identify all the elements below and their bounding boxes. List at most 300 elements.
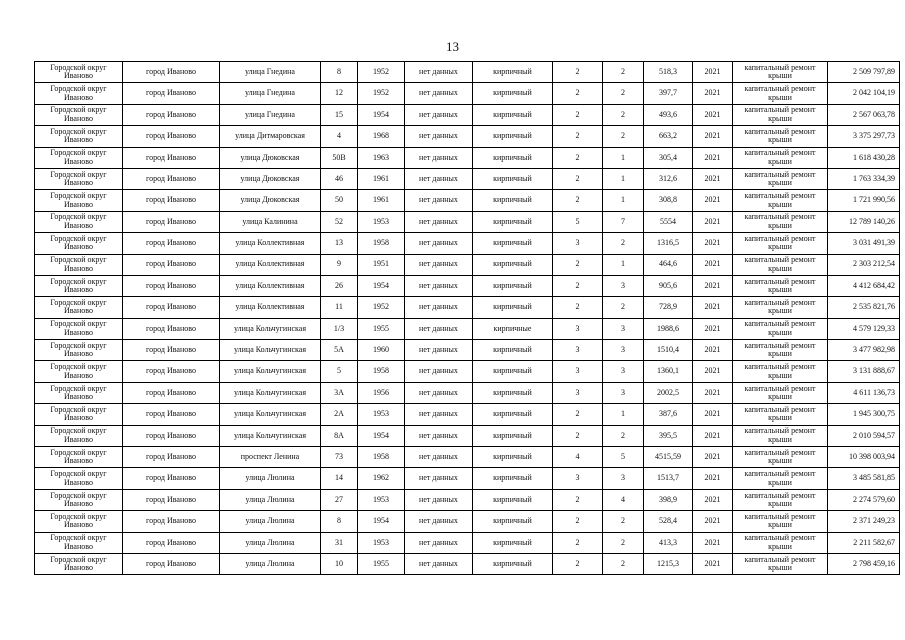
street-cell: улица Кольчугинская	[220, 340, 321, 361]
locality-cell: город Иваново	[123, 382, 220, 403]
area-cell: 387,6	[644, 404, 693, 425]
cost-cell: 1 763 334,39	[828, 168, 900, 189]
house-number-cell: 8А	[321, 425, 358, 446]
year-info-cell: нет данных	[405, 147, 473, 168]
table-row	[35, 147, 900, 168]
year-built-cell: 1960	[358, 340, 405, 361]
wall-material-cell: кирпичный	[473, 254, 553, 275]
municipality-cell: Городской округ Иваново	[35, 62, 123, 83]
year-info-cell: нет данных	[405, 275, 473, 296]
year-planned-cell: 2021	[693, 532, 733, 553]
table-row	[35, 425, 900, 446]
municipality-cell: Городской округ Иваново	[35, 126, 123, 147]
year-built-cell: 1958	[358, 447, 405, 468]
floors-cell: 3	[553, 233, 603, 254]
locality-cell: город Иваново	[123, 489, 220, 510]
area-cell: 1510,4	[644, 340, 693, 361]
cost-cell: 2 371 249,23	[828, 511, 900, 532]
street-cell: улица Коллективная	[220, 233, 321, 254]
table-row	[35, 104, 900, 125]
area-cell: 1215,3	[644, 553, 693, 574]
street-cell: улица Дюковская	[220, 147, 321, 168]
year-info-cell: нет данных	[405, 340, 473, 361]
house-number-cell: 8	[321, 511, 358, 532]
table-row	[35, 468, 900, 489]
municipality-cell: Городской округ Иваново	[35, 297, 123, 318]
entrances-cell: 2	[603, 83, 644, 104]
work-type-cell: капитальный ремонт крыши	[733, 511, 828, 532]
municipality-cell: Городской округ Иваново	[35, 511, 123, 532]
street-cell: улица Калинина	[220, 211, 321, 232]
year-info-cell: нет данных	[405, 447, 473, 468]
year-planned-cell: 2021	[693, 297, 733, 318]
year-built-cell: 1956	[358, 382, 405, 403]
year-info-cell: нет данных	[405, 233, 473, 254]
area-cell: 663,2	[644, 126, 693, 147]
municipality-cell: Городской округ Иваново	[35, 340, 123, 361]
floors-cell: 2	[553, 147, 603, 168]
wall-material-cell: кирпичный	[473, 62, 553, 83]
cost-cell: 2 211 582,67	[828, 532, 900, 553]
wall-material-cell: кирпичный	[473, 83, 553, 104]
municipality-cell: Городской округ Иваново	[35, 553, 123, 574]
work-type-cell: капитальный ремонт крыши	[733, 190, 828, 211]
table-row	[35, 532, 900, 553]
house-number-cell: 5А	[321, 340, 358, 361]
cost-cell: 3 031 491,39	[828, 233, 900, 254]
work-type-cell: капитальный ремонт крыши	[733, 233, 828, 254]
table-row	[35, 382, 900, 403]
year-built-cell: 1952	[358, 62, 405, 83]
municipality-cell: Городской округ Иваново	[35, 254, 123, 275]
year-info-cell: нет данных	[405, 404, 473, 425]
entrances-cell: 3	[603, 318, 644, 339]
entrances-cell: 5	[603, 447, 644, 468]
area-cell: 1316,5	[644, 233, 693, 254]
year-info-cell: нет данных	[405, 553, 473, 574]
work-type-cell: капитальный ремонт крыши	[733, 532, 828, 553]
wall-material-cell: кирпичный	[473, 511, 553, 532]
house-number-cell: 50В	[321, 147, 358, 168]
table-row	[35, 511, 900, 532]
table-row	[35, 168, 900, 189]
table-row	[35, 489, 900, 510]
year-info-cell: нет данных	[405, 211, 473, 232]
street-cell: улица Кольчугинская	[220, 361, 321, 382]
year-info-cell: нет данных	[405, 425, 473, 446]
work-type-cell: капитальный ремонт крыши	[733, 126, 828, 147]
year-info-cell: нет данных	[405, 489, 473, 510]
locality-cell: город Иваново	[123, 83, 220, 104]
floors-cell: 2	[553, 168, 603, 189]
street-cell: улица Кольчугинская	[220, 382, 321, 403]
street-cell: улица Дитмаровская	[220, 126, 321, 147]
floors-cell: 5	[553, 211, 603, 232]
floors-cell: 2	[553, 297, 603, 318]
entrances-cell: 7	[603, 211, 644, 232]
municipality-cell: Городской округ Иваново	[35, 447, 123, 468]
floors-cell: 2	[553, 489, 603, 510]
table-row	[35, 318, 900, 339]
year-built-cell: 1961	[358, 190, 405, 211]
year-built-cell: 1954	[358, 425, 405, 446]
year-info-cell: нет данных	[405, 254, 473, 275]
locality-cell: город Иваново	[123, 425, 220, 446]
cost-cell: 12 789 140,26	[828, 211, 900, 232]
work-type-cell: капитальный ремонт крыши	[733, 404, 828, 425]
work-type-cell: капитальный ремонт крыши	[733, 297, 828, 318]
area-cell: 1988,6	[644, 318, 693, 339]
locality-cell: город Иваново	[123, 104, 220, 125]
house-number-cell: 52	[321, 211, 358, 232]
table-row	[35, 233, 900, 254]
cost-cell: 1 618 430,28	[828, 147, 900, 168]
year-planned-cell: 2021	[693, 340, 733, 361]
work-type-cell: капитальный ремонт крыши	[733, 104, 828, 125]
work-type-cell: капитальный ремонт крыши	[733, 553, 828, 574]
entrances-cell: 3	[603, 340, 644, 361]
work-type-cell: капитальный ремонт крыши	[733, 168, 828, 189]
locality-cell: город Иваново	[123, 553, 220, 574]
year-planned-cell: 2021	[693, 382, 733, 403]
year-built-cell: 1963	[358, 147, 405, 168]
area-cell: 728,9	[644, 297, 693, 318]
entrances-cell: 4	[603, 489, 644, 510]
cost-cell: 1 945 300,75	[828, 404, 900, 425]
year-planned-cell: 2021	[693, 211, 733, 232]
locality-cell: город Иваново	[123, 254, 220, 275]
locality-cell: город Иваново	[123, 211, 220, 232]
table-row	[35, 447, 900, 468]
table-row	[35, 211, 900, 232]
cost-cell: 2 303 212,54	[828, 254, 900, 275]
house-number-cell: 12	[321, 83, 358, 104]
year-planned-cell: 2021	[693, 233, 733, 254]
floors-cell: 2	[553, 126, 603, 147]
locality-cell: город Иваново	[123, 532, 220, 553]
table-row	[35, 553, 900, 574]
cost-cell: 3 375 297,73	[828, 126, 900, 147]
year-built-cell: 1953	[358, 404, 405, 425]
year-planned-cell: 2021	[693, 361, 733, 382]
house-number-cell: 31	[321, 532, 358, 553]
table-row	[35, 340, 900, 361]
house-number-cell: 13	[321, 233, 358, 254]
year-planned-cell: 2021	[693, 168, 733, 189]
year-built-cell: 1958	[358, 233, 405, 254]
area-cell: 2002,5	[644, 382, 693, 403]
area-cell: 5554	[644, 211, 693, 232]
cost-cell: 3 485 581,85	[828, 468, 900, 489]
wall-material-cell: кирпичный	[473, 532, 553, 553]
year-info-cell: нет данных	[405, 468, 473, 489]
cost-cell: 4 412 684,42	[828, 275, 900, 296]
house-number-cell: 4	[321, 126, 358, 147]
cost-cell: 1 721 990,56	[828, 190, 900, 211]
year-info-cell: нет данных	[405, 318, 473, 339]
work-type-cell: капитальный ремонт крыши	[733, 83, 828, 104]
floors-cell: 2	[553, 404, 603, 425]
locality-cell: город Иваново	[123, 126, 220, 147]
floors-cell: 2	[553, 275, 603, 296]
work-type-cell: капитальный ремонт крыши	[733, 447, 828, 468]
locality-cell: город Иваново	[123, 318, 220, 339]
area-cell: 395,5	[644, 425, 693, 446]
municipality-cell: Городской округ Иваново	[35, 425, 123, 446]
house-number-cell: 15	[321, 104, 358, 125]
municipality-cell: Городской округ Иваново	[35, 275, 123, 296]
year-info-cell: нет данных	[405, 83, 473, 104]
cost-cell: 4 579 129,33	[828, 318, 900, 339]
wall-material-cell: кирпичный	[473, 297, 553, 318]
floors-cell: 3	[553, 340, 603, 361]
year-planned-cell: 2021	[693, 83, 733, 104]
year-planned-cell: 2021	[693, 511, 733, 532]
wall-material-cell: кирпичный	[473, 447, 553, 468]
area-cell: 398,9	[644, 489, 693, 510]
year-planned-cell: 2021	[693, 126, 733, 147]
floors-cell: 3	[553, 382, 603, 403]
wall-material-cell: кирпичный	[473, 233, 553, 254]
year-planned-cell: 2021	[693, 404, 733, 425]
wall-material-cell: кирпичные	[473, 318, 553, 339]
locality-cell: город Иваново	[123, 275, 220, 296]
street-cell: улица Кольчугинская	[220, 404, 321, 425]
house-number-cell: 10	[321, 553, 358, 574]
year-planned-cell: 2021	[693, 468, 733, 489]
year-info-cell: нет данных	[405, 168, 473, 189]
street-cell: улица Люлина	[220, 532, 321, 553]
municipality-cell: Городской округ Иваново	[35, 211, 123, 232]
cost-cell: 2 274 579,60	[828, 489, 900, 510]
wall-material-cell: кирпичный	[473, 126, 553, 147]
municipality-cell: Городской округ Иваново	[35, 147, 123, 168]
cost-cell: 3 131 888,67	[828, 361, 900, 382]
wall-material-cell: кирпичный	[473, 553, 553, 574]
municipality-cell: Городской округ Иваново	[35, 190, 123, 211]
floors-cell: 2	[553, 511, 603, 532]
area-cell: 905,6	[644, 275, 693, 296]
locality-cell: город Иваново	[123, 340, 220, 361]
wall-material-cell: кирпичный	[473, 147, 553, 168]
work-type-cell: капитальный ремонт крыши	[733, 468, 828, 489]
municipality-cell: Городской округ Иваново	[35, 532, 123, 553]
wall-material-cell: кирпичный	[473, 468, 553, 489]
table-row	[35, 297, 900, 318]
house-number-cell: 46	[321, 168, 358, 189]
entrances-cell: 3	[603, 275, 644, 296]
area-cell: 518,3	[644, 62, 693, 83]
house-number-cell: 2А	[321, 404, 358, 425]
house-number-cell: 11	[321, 297, 358, 318]
area-cell: 312,6	[644, 168, 693, 189]
locality-cell: город Иваново	[123, 147, 220, 168]
municipality-cell: Городской округ Иваново	[35, 318, 123, 339]
municipality-cell: Городской округ Иваново	[35, 233, 123, 254]
year-planned-cell: 2021	[693, 489, 733, 510]
year-built-cell: 1952	[358, 297, 405, 318]
year-built-cell: 1953	[358, 532, 405, 553]
entrances-cell: 2	[603, 233, 644, 254]
table-row	[35, 126, 900, 147]
locality-cell: город Иваново	[123, 168, 220, 189]
year-built-cell: 1954	[358, 275, 405, 296]
table-body	[35, 62, 900, 575]
entrances-cell: 2	[603, 425, 644, 446]
entrances-cell: 2	[603, 62, 644, 83]
table-row	[35, 254, 900, 275]
municipality-cell: Городской округ Иваново	[35, 382, 123, 403]
work-type-cell: капитальный ремонт крыши	[733, 425, 828, 446]
cost-cell: 2 010 594,57	[828, 425, 900, 446]
year-built-cell: 1954	[358, 104, 405, 125]
work-type-cell: капитальный ремонт крыши	[733, 62, 828, 83]
table-row	[35, 404, 900, 425]
municipality-cell: Городской округ Иваново	[35, 361, 123, 382]
municipality-cell: Городской округ Иваново	[35, 83, 123, 104]
floors-cell: 2	[553, 190, 603, 211]
locality-cell: город Иваново	[123, 62, 220, 83]
year-built-cell: 1962	[358, 468, 405, 489]
work-type-cell: капитальный ремонт крыши	[733, 275, 828, 296]
street-cell: улица Кольчугинская	[220, 318, 321, 339]
street-cell: улица Люлина	[220, 511, 321, 532]
wall-material-cell: кирпичный	[473, 168, 553, 189]
year-planned-cell: 2021	[693, 447, 733, 468]
year-built-cell: 1955	[358, 553, 405, 574]
floors-cell: 2	[553, 425, 603, 446]
locality-cell: город Иваново	[123, 447, 220, 468]
locality-cell: город Иваново	[123, 511, 220, 532]
wall-material-cell: кирпичный	[473, 275, 553, 296]
year-info-cell: нет данных	[405, 62, 473, 83]
work-type-cell: капитальный ремонт крыши	[733, 382, 828, 403]
house-number-cell: 26	[321, 275, 358, 296]
wall-material-cell: кирпичный	[473, 211, 553, 232]
year-info-cell: нет данных	[405, 190, 473, 211]
area-cell: 4515,59	[644, 447, 693, 468]
year-built-cell: 1952	[358, 83, 405, 104]
year-built-cell: 1953	[358, 489, 405, 510]
work-type-cell: капитальный ремонт крыши	[733, 489, 828, 510]
wall-material-cell: кирпичный	[473, 190, 553, 211]
entrances-cell: 1	[603, 190, 644, 211]
municipality-cell: Городской округ Иваново	[35, 404, 123, 425]
floors-cell: 2	[553, 532, 603, 553]
year-planned-cell: 2021	[693, 254, 733, 275]
year-built-cell: 1968	[358, 126, 405, 147]
housing-repair-table	[34, 61, 900, 575]
year-info-cell: нет данных	[405, 532, 473, 553]
cost-cell: 2 535 821,76	[828, 297, 900, 318]
work-type-cell: капитальный ремонт крыши	[733, 361, 828, 382]
cost-cell: 3 477 982,98	[828, 340, 900, 361]
house-number-cell: 8	[321, 62, 358, 83]
locality-cell: город Иваново	[123, 404, 220, 425]
street-cell: улица Гнедина	[220, 83, 321, 104]
area-cell: 308,8	[644, 190, 693, 211]
year-planned-cell: 2021	[693, 104, 733, 125]
street-cell: улица Люлина	[220, 489, 321, 510]
cost-cell: 2 567 063,78	[828, 104, 900, 125]
entrances-cell: 1	[603, 147, 644, 168]
floors-cell: 3	[553, 361, 603, 382]
area-cell: 528,4	[644, 511, 693, 532]
wall-material-cell: кирпичный	[473, 489, 553, 510]
floors-cell: 2	[553, 62, 603, 83]
page-number: 13	[446, 39, 459, 54]
cost-cell: 4 611 136,73	[828, 382, 900, 403]
year-built-cell: 1951	[358, 254, 405, 275]
municipality-cell: Городской округ Иваново	[35, 468, 123, 489]
house-number-cell: 5	[321, 361, 358, 382]
wall-material-cell: кирпичный	[473, 382, 553, 403]
year-built-cell: 1954	[358, 511, 405, 532]
year-info-cell: нет данных	[405, 511, 473, 532]
area-cell: 1513,7	[644, 468, 693, 489]
entrances-cell: 2	[603, 532, 644, 553]
area-cell: 493,6	[644, 104, 693, 125]
year-planned-cell: 2021	[693, 553, 733, 574]
locality-cell: город Иваново	[123, 361, 220, 382]
municipality-cell: Городской округ Иваново	[35, 489, 123, 510]
street-cell: проспект Ленина	[220, 447, 321, 468]
year-info-cell: нет данных	[405, 126, 473, 147]
street-cell: улица Коллективная	[220, 254, 321, 275]
work-type-cell: капитальный ремонт крыши	[733, 318, 828, 339]
floors-cell: 2	[553, 254, 603, 275]
cost-cell: 2 509 797,89	[828, 62, 900, 83]
street-cell: улица Гнедина	[220, 62, 321, 83]
street-cell: улица Коллективная	[220, 275, 321, 296]
work-type-cell: капитальный ремонт крыши	[733, 211, 828, 232]
house-number-cell: 3А	[321, 382, 358, 403]
year-built-cell: 1955	[358, 318, 405, 339]
municipality-cell: Городской округ Иваново	[35, 104, 123, 125]
wall-material-cell: кирпичный	[473, 104, 553, 125]
locality-cell: город Иваново	[123, 468, 220, 489]
year-info-cell: нет данных	[405, 104, 473, 125]
year-planned-cell: 2021	[693, 318, 733, 339]
house-number-cell: 1/3	[321, 318, 358, 339]
year-info-cell: нет данных	[405, 361, 473, 382]
house-number-cell: 50	[321, 190, 358, 211]
year-planned-cell: 2021	[693, 275, 733, 296]
table-row	[35, 83, 900, 104]
entrances-cell: 2	[603, 553, 644, 574]
wall-material-cell: кирпичный	[473, 361, 553, 382]
entrances-cell: 1	[603, 254, 644, 275]
entrances-cell: 2	[603, 126, 644, 147]
cost-cell: 10 398 003,94	[828, 447, 900, 468]
house-number-cell: 27	[321, 489, 358, 510]
table-row	[35, 361, 900, 382]
floors-cell: 4	[553, 447, 603, 468]
area-cell: 1360,1	[644, 361, 693, 382]
year-built-cell: 1961	[358, 168, 405, 189]
floors-cell: 3	[553, 468, 603, 489]
locality-cell: город Иваново	[123, 297, 220, 318]
floors-cell: 3	[553, 318, 603, 339]
year-info-cell: нет данных	[405, 382, 473, 403]
street-cell: улица Коллективная	[220, 297, 321, 318]
entrances-cell: 3	[603, 468, 644, 489]
year-built-cell: 1953	[358, 211, 405, 232]
house-number-cell: 73	[321, 447, 358, 468]
cost-cell: 2 798 459,16	[828, 553, 900, 574]
area-cell: 305,4	[644, 147, 693, 168]
floors-cell: 2	[553, 104, 603, 125]
